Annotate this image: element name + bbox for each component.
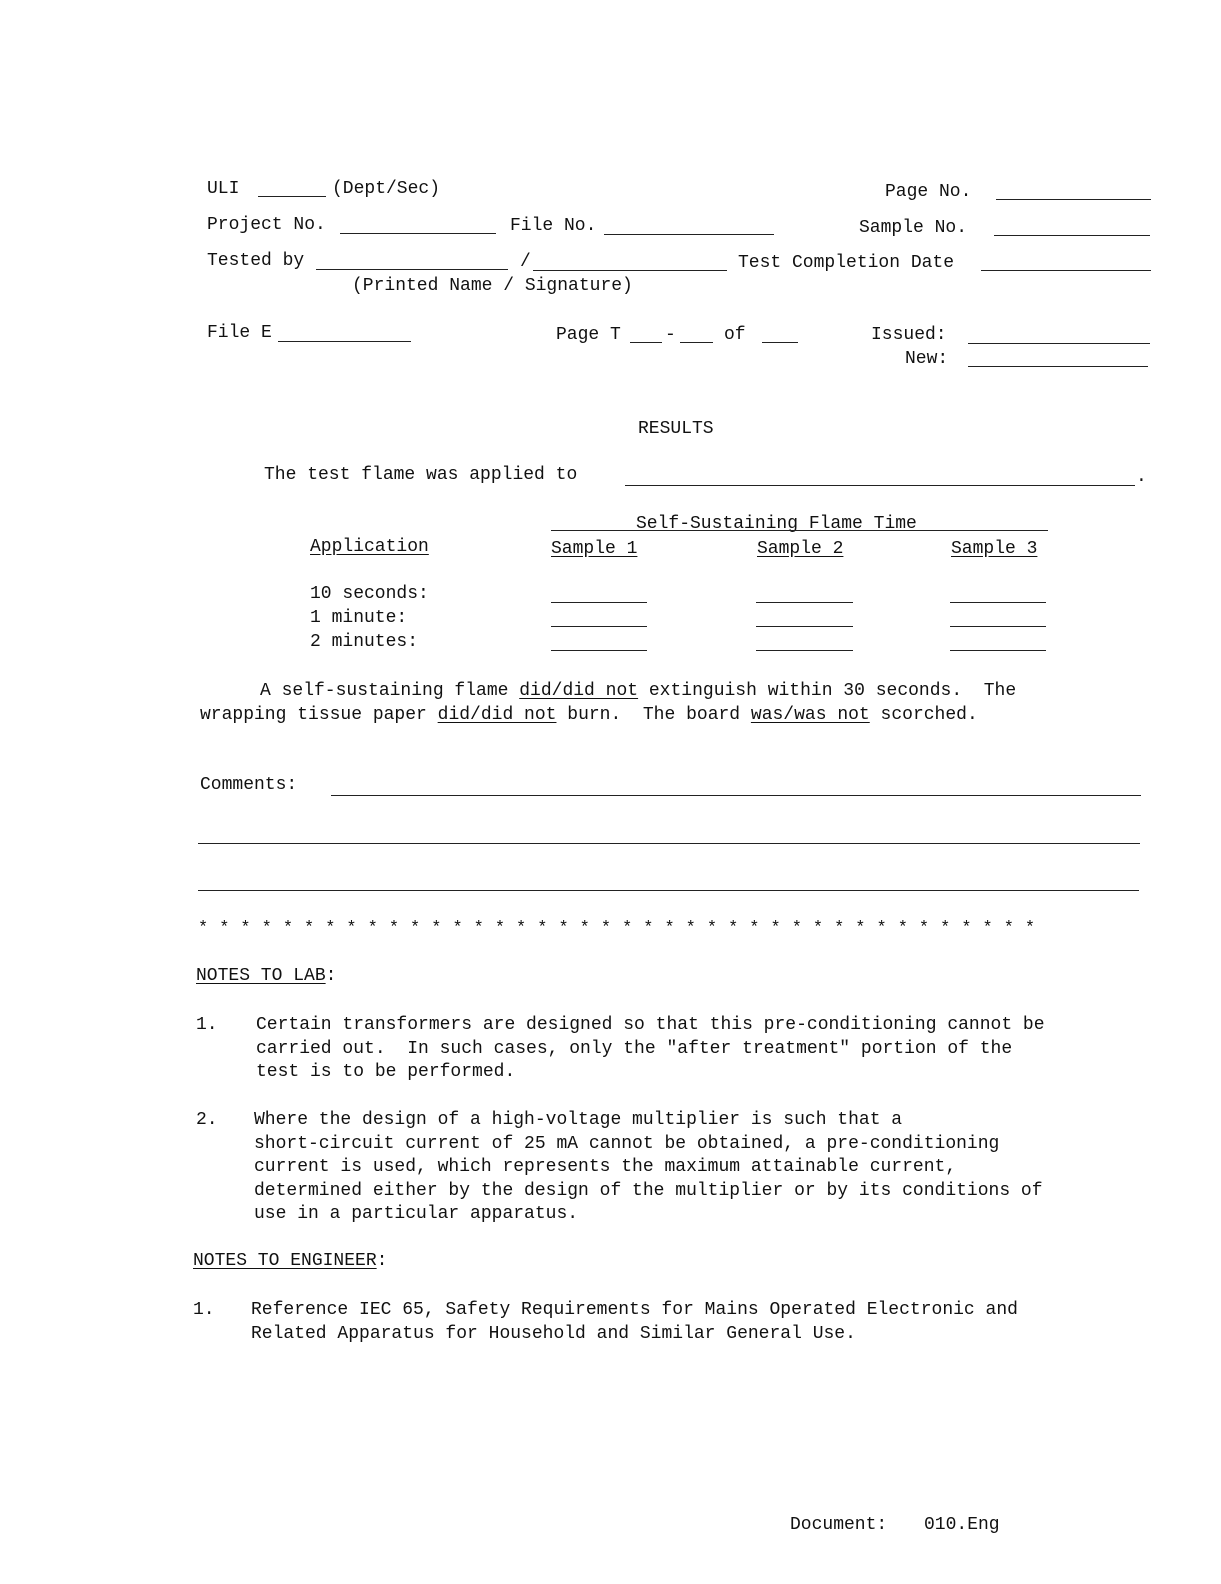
row-label-2-minutes: 2 minutes: — [310, 632, 419, 652]
tested-by-name-field[interactable] — [316, 269, 508, 270]
file-no-field[interactable] — [604, 234, 774, 235]
was-was-not-option[interactable]: was/was not — [750, 705, 870, 725]
engineer-note-1-number: 1. — [193, 1300, 215, 1320]
comments-line-1[interactable] — [331, 795, 1141, 796]
comments-line-2[interactable] — [198, 843, 1140, 844]
document-label: Document: — [790, 1515, 888, 1535]
new-field[interactable] — [968, 366, 1148, 367]
sample-1-column-header: Sample 1 — [551, 539, 638, 559]
sample-3-10-seconds-field[interactable] — [950, 602, 1046, 603]
page-no-field[interactable] — [996, 199, 1151, 200]
did-did-not-option[interactable]: did/did not — [519, 681, 639, 701]
uli-label: ULI — [207, 179, 240, 199]
statement-line-2 — [200, 704, 978, 726]
notes-to-engineer-heading: NOTES TO ENGINEER: — [193, 1251, 388, 1271]
lab-note-1: Certain transformers are designed so that this pre-conditioning cannot be carried out. In such cases, only the "after treatment" portion of the test is to be performed. — [256, 1015, 1045, 1082]
application-column-header: Application — [310, 537, 429, 557]
project-no-label: Project No. — [207, 215, 326, 235]
sample-2-2-minutes-field[interactable] — [756, 650, 853, 651]
row-label-10-seconds: 10 seconds: — [310, 584, 429, 604]
document-id: 010.Eng — [924, 1515, 1000, 1535]
sample-1-10-seconds-field[interactable] — [551, 602, 647, 603]
lab-note-1-number: 1. — [196, 1015, 218, 1035]
name-signature-slash: / — [520, 252, 531, 272]
lab-note-2-number: 2. — [196, 1110, 218, 1130]
lab-note-2: Where the design of a high-voltage multiplier is such that a short-circuit current of 25 mA cannot be obtained, a pre-conditioning current is used, which represents the maximum attainable current, determined either by the design of the multiplier or by its conditions of use in a particular apparatus. — [254, 1110, 1043, 1224]
sample-3-2-minutes-field[interactable] — [950, 650, 1046, 651]
dept-sec-label: (Dept/Sec) — [332, 179, 441, 199]
statement-text: extinguish within 30 seconds. The — [638, 681, 1017, 701]
of-label: of — [724, 325, 746, 345]
flame-time-header: Self-Sustaining Flame Time — [636, 514, 917, 534]
applied-to-label: The test flame was applied to — [264, 465, 578, 485]
uli-field[interactable] — [258, 196, 326, 197]
sample-3-1-minute-field[interactable] — [950, 626, 1046, 627]
sample-1-1-minute-field[interactable] — [551, 626, 647, 627]
statement-text: wrapping tissue paper — [200, 705, 438, 725]
sample-3-column-header: Sample 3 — [951, 539, 1038, 559]
asterisk-separator: * * * * * * * * * * * * * * * * * * * * * * * * * * * * * * * * * * * * * * * * — [198, 919, 1036, 938]
page-t-first-field[interactable] — [630, 342, 662, 343]
sample-2-10-seconds-field[interactable] — [756, 602, 853, 603]
page-no-label: Page No. — [885, 182, 972, 202]
engineer-note-1: Reference IEC 65, Safety Requirements for Mains Operated Electronic and Related Apparatus for Household and Similar General Use. — [251, 1300, 1018, 1344]
tested-by-signature-field[interactable] — [533, 270, 727, 271]
page-t-label: Page T — [556, 325, 621, 345]
applied-to-period: . — [1136, 467, 1147, 487]
test-completion-label: Test Completion Date — [738, 253, 955, 273]
flame-time-header-rule — [551, 530, 1048, 531]
file-e-label: File E — [207, 323, 272, 343]
statement-text: scorched. — [869, 705, 978, 725]
comments-line-3[interactable] — [198, 890, 1139, 891]
sample-2-1-minute-field[interactable] — [756, 626, 853, 627]
page-total-field[interactable] — [762, 342, 798, 343]
sample-2-column-header: Sample 2 — [757, 539, 844, 559]
statement-text: A self-sustaining flame — [260, 681, 520, 701]
sample-1-2-minutes-field[interactable] — [551, 650, 647, 651]
new-label: New: — [905, 349, 949, 369]
page-t-second-field[interactable] — [680, 342, 713, 343]
did-did-not-option[interactable]: did/did not — [437, 705, 557, 725]
applied-to-field[interactable] — [625, 485, 1135, 486]
page-t-dash: - — [665, 325, 676, 345]
printed-name-signature-label: (Printed Name / Signature) — [352, 276, 633, 296]
sample-no-label: Sample No. — [859, 218, 968, 238]
notes-to-lab-heading: NOTES TO LAB: — [196, 966, 337, 986]
tested-by-label: Tested by — [207, 251, 305, 271]
sample-no-field[interactable] — [994, 235, 1150, 236]
file-no-label: File No. — [510, 216, 597, 236]
file-e-field[interactable] — [278, 341, 411, 342]
row-label-1-minute: 1 minute: — [310, 608, 408, 628]
issued-label: Issued: — [871, 325, 947, 345]
issued-field[interactable] — [968, 343, 1150, 344]
statement-line-1 — [260, 680, 1016, 702]
statement-text: burn. The board — [556, 705, 751, 725]
comments-label: Comments: — [200, 775, 298, 795]
test-completion-field[interactable] — [981, 270, 1151, 271]
project-no-field[interactable] — [340, 233, 496, 234]
results-title: RESULTS — [638, 419, 714, 439]
